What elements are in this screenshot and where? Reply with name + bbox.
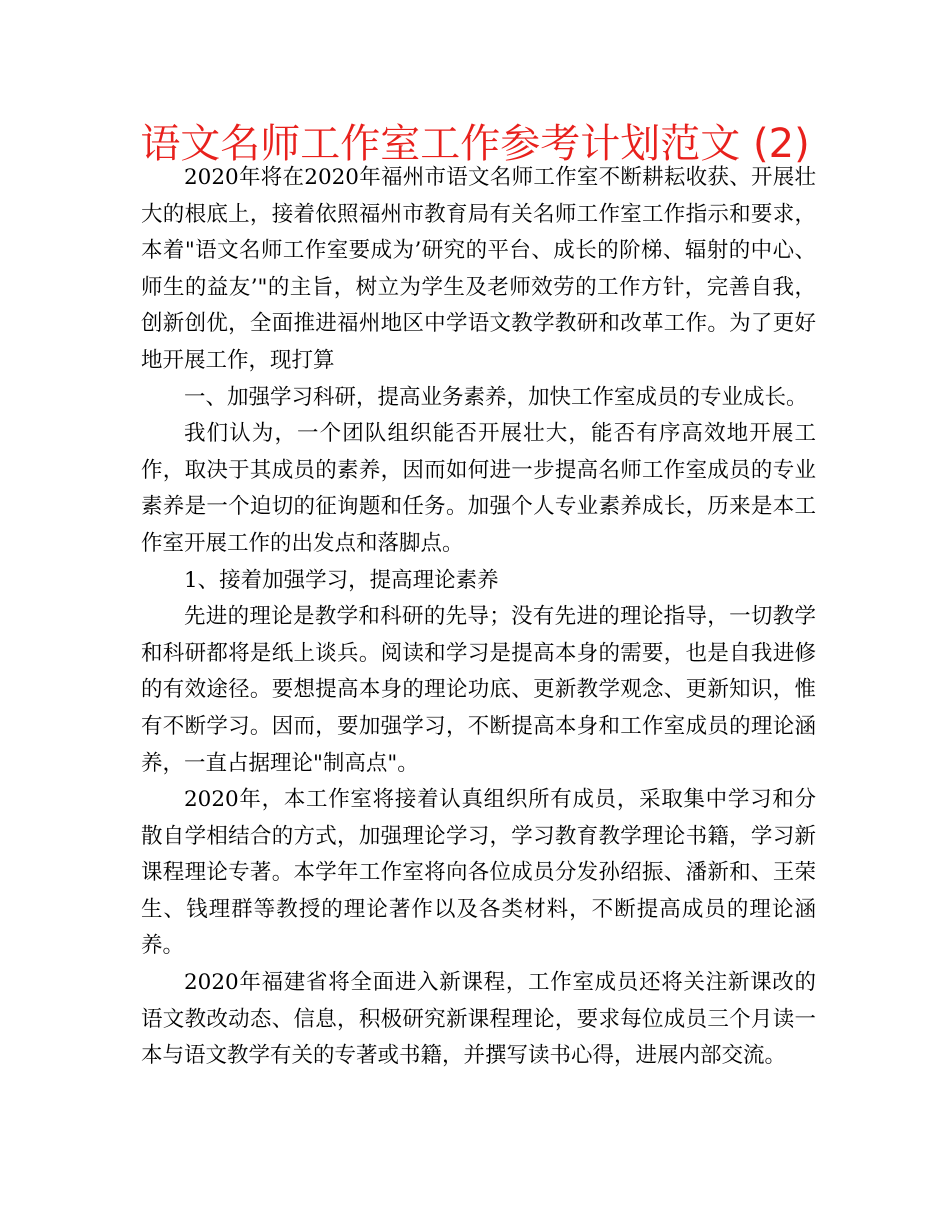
paragraph-new-curriculum: 2020年福建省将全面进入新课程，工作室成员还将关注新课改的语文教改动态、信息，积极研究新课程理论，要求每位成员三个月读一本与语文教学有关的专著或书籍，并撰写读书心得，进展内部交流。 (141, 970, 816, 1069)
subsection-heading-1: 1、接着加强学习，提高理论素养 (184, 567, 499, 593)
paragraph-team-quality: 我们认为，一个团队组织能否开展壮大，能否有序高效地开展工作，取决于其成员的素养，因而如何进一步提高名师工作室成员的专业素养是一个迫切的征询题和任务。加强个人专业素养成长，历来是本工作室开展工作的出发点和落脚点。 (141, 421, 816, 556)
paragraph-intro: 2020年将在2020年福州市语文名师工作室不断耕耘收获、开展壮大的根底上，接着依照福州市教育局有关名师工作室工作指示和要求，本着"语文名师工作室要成为’研究的平台、成长的阶梯、辐射的中心、师生的益友’"的主旨，树立为学生及老师效劳的工作方针，完善自我，创新创优，全面推进福州地区中学语文教学教研和改革工作。为了更好地开展工作，现打算 (141, 165, 816, 373)
document-title: 语文名师工作室工作参考计划范文 (2) (140, 121, 810, 167)
paragraph-plan-2020: 2020年，本工作室将接着认真组织所有成员，采取集中学习和分散自学相结合的方式，加强理论学习，学习教育教学理论书籍，学习新课程理论专著。本学年工作室将向各位成员分发孙绍振、潘新和、王荣生、钱理群等教授的理论著作以及各类材料，不断提高成员的理论涵养。 (141, 787, 816, 959)
paragraph-theory: 先进的理论是教学和科研的先导；没有先进的理论指导，一切教学和科研都将是纸上谈兵。阅读和学习是提高本身的需要，也是自我进修的有效途径。要想提高本身的理论功底、更新教学观念、更新知识，惟有不断学习。因而，要加强学习，不断提高本身和工作室成员的理论涵养，一直占据理论"制高点"。 (141, 604, 816, 776)
document-body (141, 160, 816, 1075)
section-heading-1: 一、加强学习科研，提高业务素养，加快工作室成员的专业成长。 (184, 384, 808, 410)
